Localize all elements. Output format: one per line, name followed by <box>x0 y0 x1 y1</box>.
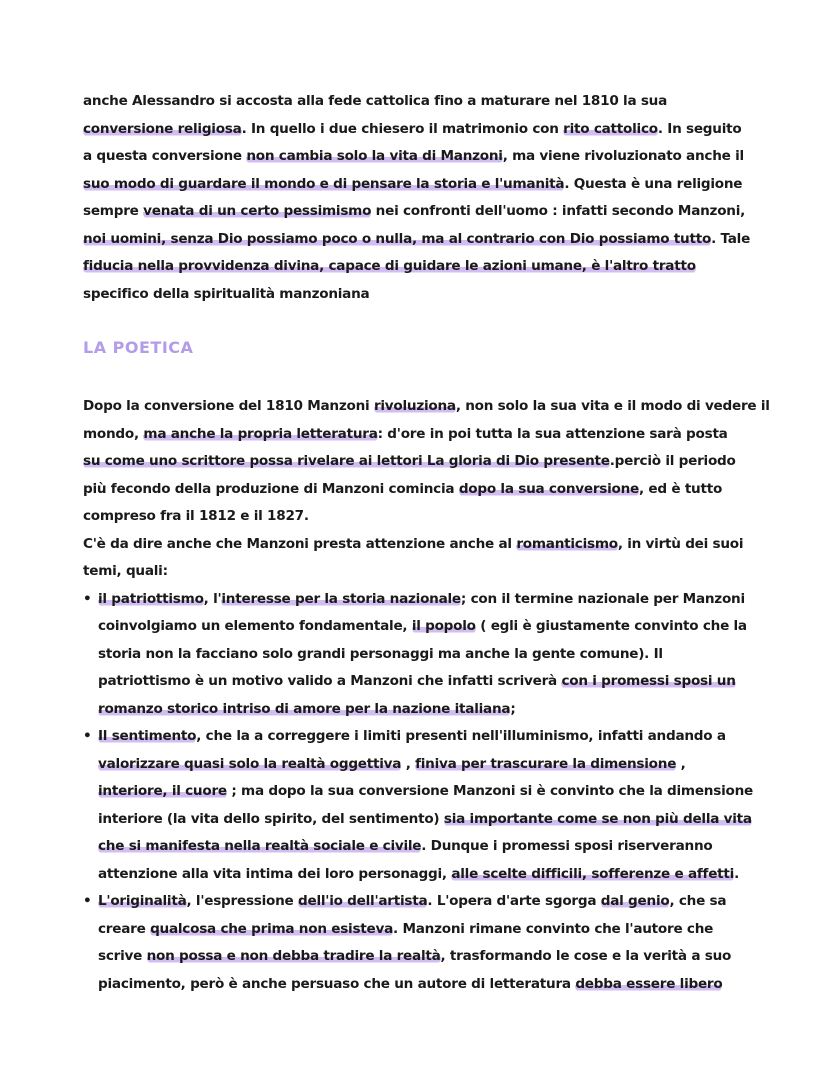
text: scrive <box>98 948 147 964</box>
list-item-patriotism <box>83 586 748 724</box>
text: ; con il termine nazionale per Manzoni <box>460 590 745 607</box>
text: mondo, <box>83 425 144 442</box>
text-line <box>98 916 748 944</box>
text-line <box>83 253 748 281</box>
highlight: non possa e non debba tradire la realtà <box>146 948 441 964</box>
list-item-originality <box>83 888 748 998</box>
highlight: conversione religiosa <box>83 120 242 137</box>
text-line <box>83 143 748 171</box>
highlight: dell'io dell'artista <box>298 893 428 909</box>
text: . Tale <box>711 230 751 247</box>
highlight: rito cattolico <box>563 120 658 137</box>
list-item-sentiment <box>83 723 753 888</box>
highlight: dopo la sua conversione <box>458 480 640 497</box>
text-line <box>98 751 748 779</box>
text-line <box>98 641 748 669</box>
paragraph-poetics <box>83 393 770 998</box>
text-line <box>98 696 748 724</box>
text: . L'opera d'arte sgorga <box>427 893 601 909</box>
text-line <box>83 198 748 226</box>
text-line <box>98 861 748 889</box>
text-line <box>83 503 748 531</box>
text: , <box>441 865 452 882</box>
text: coinvolgiamo un elemento fondamentale, <box>98 618 412 634</box>
text: specifico della spiritualità manzoniana <box>83 285 370 302</box>
text: patriottismo è un motivo valido a Manzoni che infatti scriverà <box>98 673 562 689</box>
text-line <box>83 476 748 504</box>
text-line <box>98 613 748 641</box>
bullet-icon: • <box>83 893 92 909</box>
text: , che la a correggere i limiti presenti nell'illuminismo, infatti andando a <box>196 728 726 744</box>
highlight: con i promessi sposi un <box>561 673 736 689</box>
highlight: noi uomini, senza Dio possiamo poco o nulla, ma al contrario con Dio possiamo tutto <box>83 230 712 247</box>
highlight: il patriottismo <box>98 590 204 607</box>
section-heading: LA POETICA <box>83 338 194 357</box>
highlight: alle scelte difficili, sofferenze e affetti <box>451 865 735 882</box>
highlight: rivoluziona <box>373 398 456 414</box>
text-line <box>98 586 748 614</box>
highlight: non cambia solo la vita di Manzoni <box>246 148 503 164</box>
text-line <box>98 971 748 999</box>
text: sempre <box>83 203 144 219</box>
text: , non solo la sua vita e il modo di vedere il <box>455 398 770 414</box>
highlight: finiva per trascurare la dimensione <box>415 755 677 772</box>
highlight: ma anche la propria letteratura <box>143 425 378 442</box>
text: . In seguito <box>657 120 742 137</box>
text: , <box>676 755 686 772</box>
text: ; <box>510 700 516 717</box>
text-line <box>98 943 748 971</box>
highlight: romanzo storico intriso di amore per la nazione italiana <box>98 700 511 717</box>
bullet-icon: • <box>83 728 92 744</box>
highlight: Il sentimento <box>98 728 197 744</box>
text: . Questa è una religione <box>564 175 743 192</box>
highlight: debba essere libero <box>575 975 723 992</box>
text: interiore (la vita dello spirito, del sentimento) <box>98 810 444 827</box>
text: storia non la facciano solo grandi personaggi ma anche la gente comune). Il <box>98 645 663 662</box>
text: , trasformando le cose e la verità a suo <box>440 948 732 964</box>
highlight: venata di un certo pessimismo <box>143 203 372 219</box>
highlight: valorizzare quasi solo la realtà oggettiva <box>98 755 402 772</box>
highlight: suo modo di guardare il mondo e di pensare la storia e l'umanità <box>83 175 565 192</box>
text: nei confronti dell'uomo : infatti secondo Manzoni, <box>371 203 746 219</box>
highlight: qualcosa che prima non esisteva <box>150 920 394 937</box>
highlight: fiducia nella provvidenza divina, capace di guidare le azioni umane, è l'altro tratto <box>83 258 696 274</box>
text-line <box>98 778 753 806</box>
text: . Dunque i promessi sposi riserveranno <box>421 838 713 854</box>
text: , l'espressione <box>186 893 299 909</box>
text: più fecondo della produzione di Manzoni comincia <box>83 480 459 497</box>
text-line <box>83 558 748 586</box>
paragraph-conversion <box>83 88 751 308</box>
text-line <box>98 806 752 834</box>
highlight: romanticismo <box>516 535 618 552</box>
text-line <box>83 421 748 449</box>
text: Dopo la conversione del 1810 Manzoni <box>83 398 374 414</box>
text-line <box>98 833 748 861</box>
text-line <box>83 393 770 421</box>
text-line <box>83 116 748 144</box>
text: , ma viene rivoluzionato anche il <box>502 148 744 164</box>
text: .perciò il periodo <box>609 453 736 469</box>
highlight: su come uno scrittore possa rivelare ai lettori La gloria di Dio presente <box>83 453 610 469</box>
text-line <box>83 88 748 116</box>
text: piacimento, però è anche persuaso che un autore di letteratura <box>98 975 576 992</box>
text: compreso fra il 1812 e il 1827. <box>83 508 309 524</box>
bullet-icon: • <box>83 590 92 607</box>
text: anche Alessandro si accosta alla fede cattolica fino a maturare nel 1810 la sua <box>83 93 668 109</box>
text: ; ma dopo la sua conversione Manzoni si è convinto che la dimensione <box>226 783 753 799</box>
text: . <box>734 865 740 882</box>
highlight: dal genio <box>600 893 670 909</box>
text: , <box>401 755 416 772</box>
text-line <box>98 723 748 751</box>
text-line <box>83 531 748 559</box>
text: . Manzoni rimane convinto che l'autore che <box>393 920 714 937</box>
text: attenzione alla vita intima dei loro personaggi <box>98 865 442 882</box>
text-line <box>83 448 748 476</box>
highlight: interesse per la storia nazionale <box>221 590 461 607</box>
text-line <box>98 888 748 916</box>
text: , in virtù dei suoi <box>617 535 744 552</box>
text: creare <box>98 920 151 937</box>
text: C'è da dire anche che Manzoni presta attenzione anche al <box>83 535 517 552</box>
text: : d'ore in poi tutta la sua attenzione sarà posta <box>377 425 728 442</box>
text: ( egli è giustamente convinto che la <box>475 618 747 634</box>
text: , l' <box>203 590 222 607</box>
text-line <box>83 281 748 309</box>
highlight: interiore, il cuore <box>98 783 227 799</box>
text: a questa conversione <box>83 148 247 164</box>
text: , ed è tutto <box>639 480 723 497</box>
text-line <box>83 226 751 254</box>
text: . In quello i due chiesero il matrimonio con <box>241 120 564 137</box>
text-line <box>98 668 748 696</box>
text: , che sa <box>669 893 727 909</box>
text: temi, quali: <box>83 563 168 579</box>
highlight: sia importante come se non più della vita <box>443 810 752 827</box>
highlight: il popolo <box>411 618 476 634</box>
text-line <box>83 171 748 199</box>
highlight: L'originalità <box>98 893 187 909</box>
highlight: che si manifesta nella realtà sociale e civile <box>98 838 422 854</box>
